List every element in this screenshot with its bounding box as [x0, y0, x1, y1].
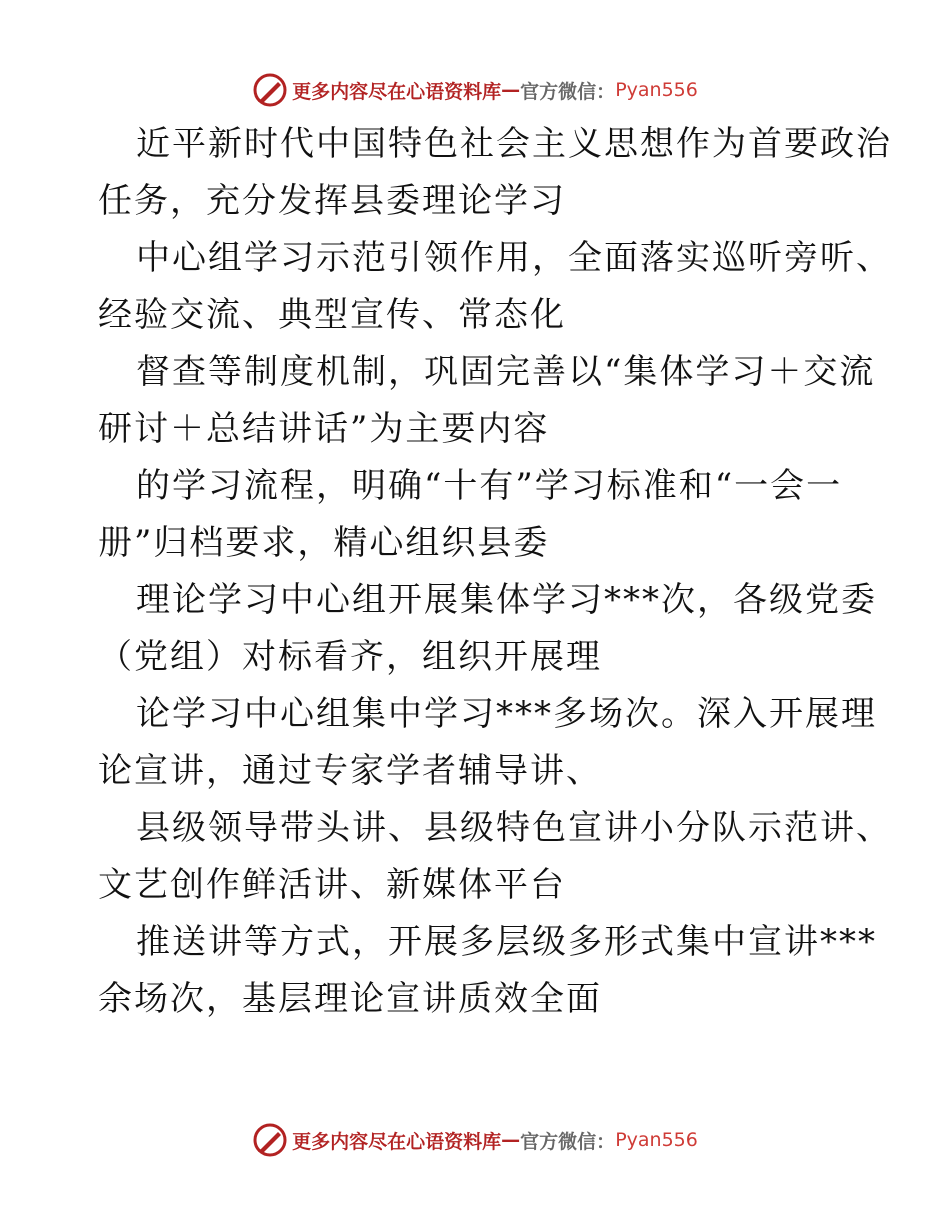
banner-wechat-id: Pyan556	[615, 1129, 698, 1151]
body-line: 经验交流、典型宣传、常态化	[98, 295, 566, 335]
banner-dash: —	[501, 1129, 521, 1151]
body-line: 的学习流程，明确“十有”学习标准和“一会一	[136, 466, 843, 506]
body-line: 文艺创作鲜活讲、新媒体平台	[98, 865, 566, 905]
body-line: 余场次，基层理论宣讲质效全面	[98, 979, 602, 1019]
banner-wechat-label: 官方微信：	[520, 80, 616, 103]
pen-logo-icon	[252, 72, 288, 108]
body-line: 论宣讲，通过专家学者辅导讲、	[98, 751, 602, 791]
body-line: 县级领导带头讲、县级特色宣讲小分队示范讲、	[136, 808, 892, 848]
pen-logo-icon	[252, 1122, 288, 1158]
body-line: 中心组学习示范引领作用，全面落实巡听旁听、	[136, 238, 892, 278]
body-line: 论学习中心组集中学习***多场次。深入开展理	[136, 694, 877, 734]
body-line: 督查等制度机制，巩固完善以“集体学习＋交流	[136, 352, 876, 392]
banner-main-text: 更多内容尽在心语资料库	[292, 1130, 502, 1153]
body-line: 任务，充分发挥县委理论学习	[98, 181, 566, 221]
banner-wechat-id: Pyan556	[615, 79, 698, 101]
body-line: （党组）对标看齐，组织开展理	[98, 637, 602, 677]
banner-dash: —	[501, 79, 521, 101]
banner-main-text: 更多内容尽在心语资料库	[292, 80, 502, 103]
footer-banner	[0, 1120, 950, 1160]
body-line: 近平新时代中国特色社会主义思想作为首要政治	[136, 124, 892, 164]
document-body	[98, 116, 892, 1028]
body-line: 理论学习中心组开展集体学习***次，各级党委	[136, 580, 877, 620]
banner-wechat-label: 官方微信：	[520, 1130, 616, 1153]
body-line: 册”归档要求，精心组织县委	[98, 523, 550, 563]
header-banner	[0, 70, 950, 110]
body-line: 研讨＋总结讲话”为主要内容	[98, 409, 550, 449]
body-line: 推送讲等方式，开展多层级多形式集中宣讲***	[136, 922, 877, 962]
